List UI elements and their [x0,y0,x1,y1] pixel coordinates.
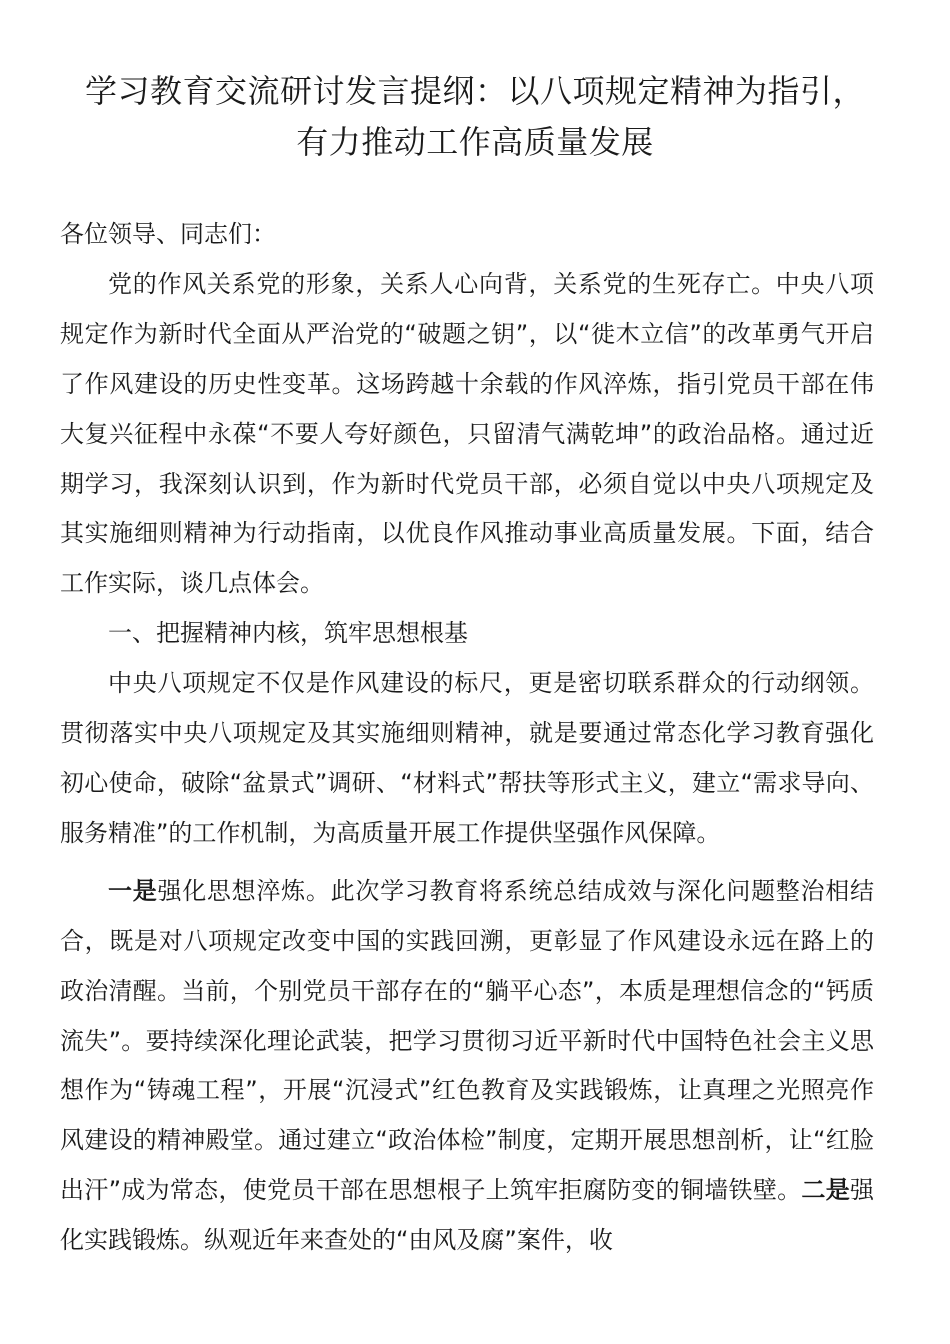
salutation: 各位领导、同志们： [60,220,276,248]
point-1-label: 一是 [108,876,158,905]
point-1-text: 强化思想淬炼。此次学习教育将系统总结成效与深化问题整治相结合，既是对八项规定改变中国的实践回溯，更彰显了作风建设永远在路上的政治清醒。当前，个别党员干部存在的“躺平心态”，本质是理想信念的“钙质流失”。要持续深化理论武装，把学习贯彻习近平新时代中国特色社会主义思想作为“铸魂工程”，开展“沉浸式”红色教育及实践锻炼，让真理之光照亮作风建设的精神殿堂。通过建立“政治体检”制度，定期开展思想剖析，让“红脸出汗”成为常态，使党员干部在思想根子上筑牢拒腐防变的铜墙铁壁。 [60,876,874,1205]
paragraph-section-1: 中央八项规定不仅是作风建设的标尺，更是密切联系群众的行动纲领。贯彻落实中央八项规定及其实施细则精神，就是要通过常态化学习教育强化初心使命，破除“盆景式”调研、“材料式”帮扶等形式主义，建立“需求导向、服务精准”的工作机制，为高质量开展工作提供坚强作风保障。 [60,669,874,847]
document-title: 学习教育交流研讨发言提纲：以八项规定精神为指引，有力推动工作高质量发展 [84,72,865,161]
paragraph-points [60,867,874,1266]
point-2-text: 强化实践锻炼。纵观近年来查处的“由风及腐”案件，收 [60,1176,875,1255]
paragraph-intro: 党的作风关系党的形象，关系人心向背，关系党的生死存亡。中央八项规定作为新时代全面从严治党的“破题之钥”，以“徙木立信”的改革勇气开启了作风建设的历史性变革。这场跨越十余载的作风淬炼，指引党员干部在伟大复兴征程中永葆“不要人夸好颜色，只留清气满乾坤”的政治品格。通过近期学习，我深刻认识到，作为新时代党员干部，必须自觉以中央八项规定及其实施细则精神为行动指南，以优良作风推动事业高质量发展。下面，结合工作实际，谈几点体会。 [60,269,874,598]
section-heading-1: 一、把握精神内核，筑牢思想根基 [108,619,468,648]
point-2-label: 二是 [801,1176,851,1205]
